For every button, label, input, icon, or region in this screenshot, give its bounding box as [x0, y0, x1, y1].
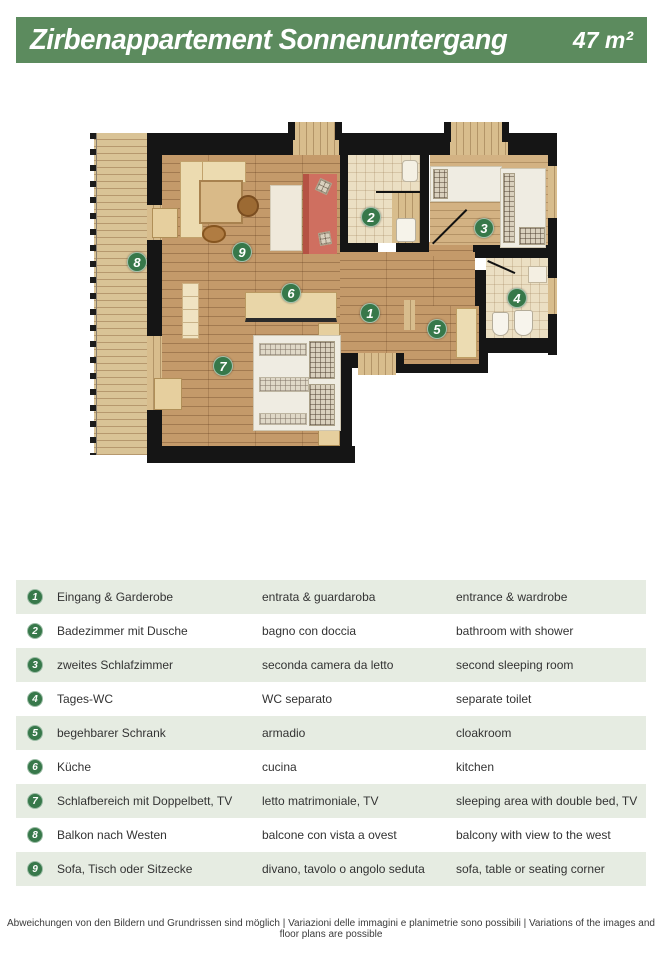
plan-marker-2: 2	[361, 207, 381, 227]
legend-row-6	[16, 750, 646, 784]
double-bed	[253, 335, 341, 431]
legend-en: sleeping area with double bed, TV	[456, 794, 638, 808]
wall-left-middle	[147, 240, 162, 336]
legend-row-9	[16, 852, 646, 886]
sofa-cushion-1	[315, 178, 332, 195]
plan-marker-6: 6	[281, 283, 301, 303]
plan-marker-1: 1	[360, 303, 380, 323]
plan-marker-4: 4	[507, 288, 527, 308]
stool-2	[202, 225, 226, 243]
single-bed-a-pillow	[433, 169, 448, 199]
wall-bathroom-bottom-right	[396, 243, 429, 252]
legend-badge-8: 8	[27, 827, 43, 843]
single-bed-a	[430, 166, 502, 202]
legend-de: zweites Schlafzimmer	[57, 658, 174, 672]
page-title: Zirbenappartement Sonnenuntergang	[30, 23, 508, 56]
legend-row-5	[16, 716, 646, 750]
wardrobe	[456, 308, 477, 358]
bed-blanket-1	[259, 343, 307, 356]
legend-en: cloakroom	[456, 726, 512, 740]
single-bed-b	[500, 168, 546, 248]
legend-row-4	[16, 682, 646, 716]
legend-row-7	[16, 784, 646, 818]
legend-en: balcony with view to the west	[456, 828, 611, 842]
legend-de: Badezimmer mit Dusche	[57, 624, 188, 638]
legend-it: entrata & guardaroba	[262, 590, 376, 604]
legend-de: Küche	[57, 760, 92, 774]
wall-bathroom-bottom-left	[338, 243, 378, 252]
legend-badge-2: 2	[27, 623, 43, 639]
single-bed-b-pillow	[503, 173, 515, 243]
legend-en: sofa, table or seating corner	[456, 862, 605, 876]
floor-plan	[90, 128, 568, 466]
single-bed-b-blanket	[519, 227, 545, 245]
legend-en: entrance & wardrobe	[456, 590, 568, 604]
legend-row-1	[16, 580, 646, 614]
entrance-door-sill	[358, 353, 396, 375]
legend-de: Schlafbereich mit Doppelbett, TV	[57, 794, 233, 808]
bed-blanket-2	[259, 377, 309, 392]
legend-it: armadio	[262, 726, 306, 740]
legend-de: Tages-WC	[57, 692, 114, 706]
wall-bathroom-right	[420, 133, 429, 245]
window-bay-2	[450, 122, 508, 155]
bed-pillow-1	[309, 341, 335, 379]
legend-row-8	[16, 818, 646, 852]
toilet	[492, 312, 509, 336]
legend-en: kitchen	[456, 760, 495, 774]
legend-badge-6: 6	[27, 759, 43, 775]
balcony-bench-2	[154, 378, 182, 410]
nightstand-bottom	[318, 430, 340, 446]
legend-it: letto matrimoniale, TV	[262, 794, 379, 808]
legend-it: divano, tavolo o angolo seduta	[262, 862, 425, 876]
bidet	[514, 310, 533, 336]
window-bay-2-frame-left	[444, 122, 451, 142]
legend-badge-1: 1	[27, 589, 43, 605]
wall-closet-bottom	[395, 364, 488, 373]
legend-it: bagno con doccia	[262, 624, 357, 638]
bathroom-sink	[402, 160, 418, 182]
legend-badge-3: 3	[27, 657, 43, 673]
legend-badge-9: 9	[27, 861, 43, 877]
legend-de: Eingang & Garderobe	[57, 590, 174, 604]
legend-en: second sleeping room	[456, 658, 574, 672]
closet-door-leaf	[404, 300, 415, 330]
disclaimer-text: Abweichungen von den Bildern und Grundrissen sind möglich | Variazioni delle immagini e planimetrie sono possibili | Variations of the images and floor plans are possible	[7, 918, 655, 940]
table	[199, 180, 243, 224]
balcony-bench-1	[152, 208, 178, 238]
plan-marker-3: 3	[474, 218, 494, 238]
window-bay-1-frame-left	[288, 122, 295, 140]
bed-pillow-2	[309, 384, 335, 426]
sofa-cushion-2	[318, 231, 332, 246]
plan-marker-8: 8	[127, 252, 147, 272]
wall-corridor-bottom	[340, 353, 358, 368]
legend-badge-5: 5	[27, 725, 43, 741]
header-bar	[16, 17, 647, 63]
wc-cabinet	[528, 266, 547, 283]
legend-row-3	[16, 648, 646, 682]
legend-it: cucina	[262, 760, 297, 774]
legend-row-2	[16, 614, 646, 648]
legend-it: WC separato	[262, 692, 333, 706]
legend-de: begehbarer Schrank	[57, 726, 166, 740]
stool-1	[237, 195, 259, 217]
wall-bottom-living	[147, 446, 355, 463]
window-wc-right	[548, 278, 557, 314]
legend-badge-7: 7	[27, 793, 43, 809]
sideboard	[182, 283, 199, 339]
daybed-mat	[270, 185, 302, 251]
window-bay-2-frame-right	[502, 122, 509, 142]
bed-blanket-3	[259, 413, 307, 425]
red-sofa	[303, 174, 337, 254]
area-label: 47 m²	[572, 26, 633, 53]
legend-en: separate toilet	[456, 692, 532, 706]
legend-it: balcone con vista a ovest	[262, 828, 397, 842]
window-bay-1-frame-right	[335, 122, 342, 140]
legend-table	[16, 580, 646, 886]
legend-en: bathroom with shower	[456, 624, 574, 638]
plan-marker-9: 9	[232, 242, 252, 262]
balcony-edge-line	[96, 133, 97, 455]
window-bedroom3-right	[548, 166, 557, 218]
legend-de: Balkon nach Westen	[57, 828, 167, 842]
plan-marker-7: 7	[213, 356, 233, 376]
balcony-floor	[94, 133, 148, 455]
shower-tray	[396, 218, 416, 242]
legend-badge-4: 4	[27, 691, 43, 707]
legend-it: seconda camera da letto	[262, 658, 394, 672]
plan-marker-5: 5	[427, 319, 447, 339]
window-bay-1	[293, 122, 339, 155]
legend-de: Sofa, Tisch oder Sitzecke	[57, 862, 193, 876]
